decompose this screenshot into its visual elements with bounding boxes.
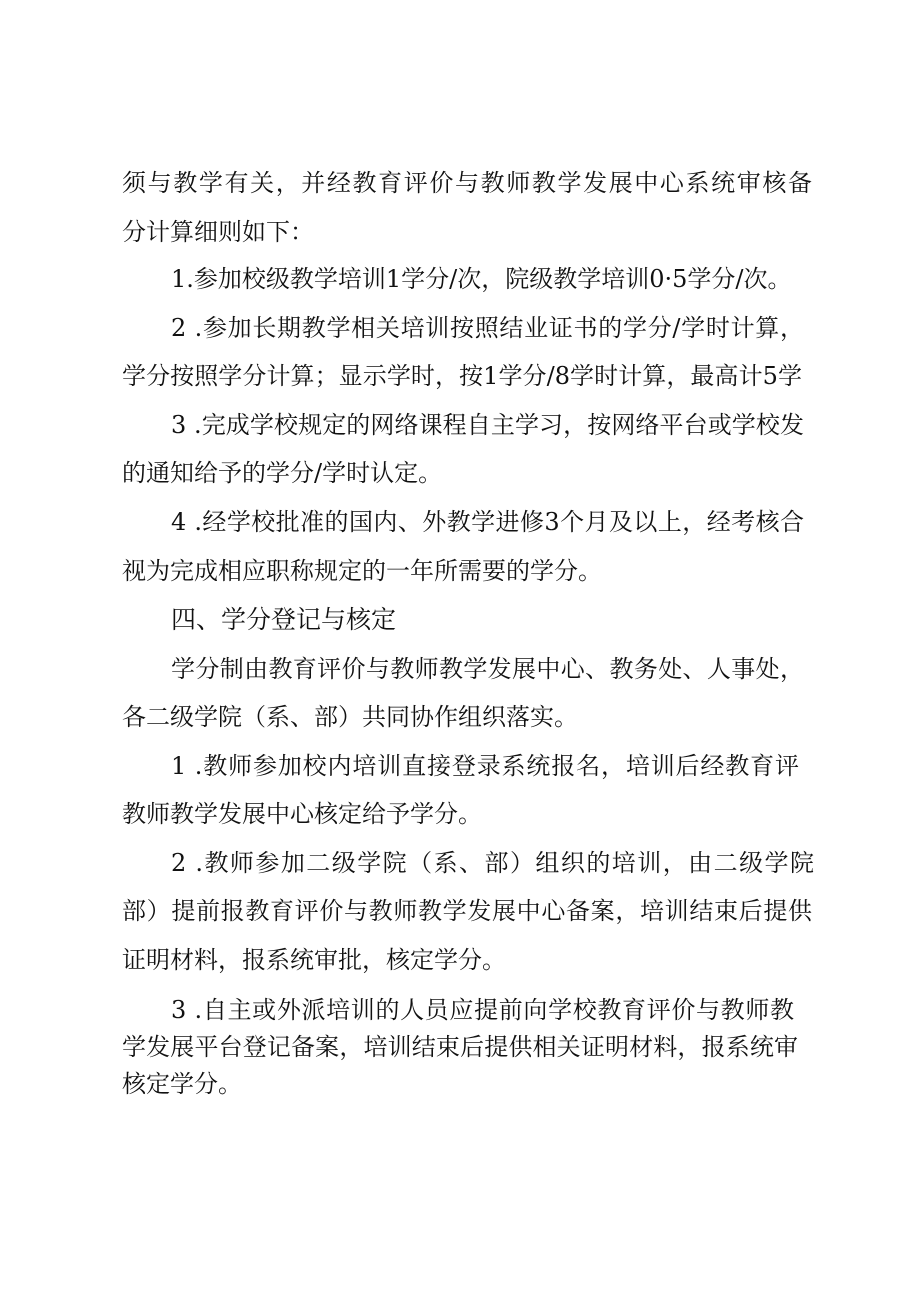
text-line: 分计算细则如下： xyxy=(122,218,314,246)
text-line: 4 .经学校批准的国内、外教学进修3个月及以上，经考核合 xyxy=(171,508,804,536)
text-line: 视为完成相应职称规定的一年所需要的学分。 xyxy=(122,557,602,585)
text-line: 核定学分。 xyxy=(122,1070,242,1098)
text-line: 须与教学有关，并经教育评价与教师教学发展中心系统审核备 xyxy=(122,169,812,197)
text-line: 教师教学发展中心核定给予学分。 xyxy=(122,800,482,828)
text-line: 学发展平台登记备案，培训结束后提供相关证明材料，报系统审 xyxy=(122,1033,798,1061)
section-heading: 四、学分登记与核定 xyxy=(171,605,397,634)
text-line: 1.参加校级教学培训1学分/次，院级教学培训0·5学分/次。 xyxy=(171,265,792,293)
text-line: 学分按照学分计算；显示学时，按1学分/8学时计算，最高计5学 xyxy=(122,362,802,390)
text-line: 部）提前报教育评价与教师教学发展中心备案，培训结束后提供 xyxy=(122,897,812,925)
text-line: 3 .完成学校规定的网络课程自主学习，按网络平台或学校发 xyxy=(171,411,804,439)
text-line: 各二级学院（系、部）共同协作组织落实。 xyxy=(122,703,578,731)
text-line: 2 .参加长期教学相关培训按照结业证书的学分/学时计算， xyxy=(171,314,804,342)
text-line: 3 .自主或外派培训的人员应提前向学校教育评价与教师教 xyxy=(171,996,794,1024)
text-line: 2 .教师参加二级学院（系、部）组织的培训，由二级学院 xyxy=(171,849,814,877)
text-line: 证明材料，报系统审批，核定学分。 xyxy=(122,946,506,974)
text-line: 的通知给予的学分/学时认定。 xyxy=(122,459,443,487)
text-line: 学分制由教育评价与教师教学发展中心、教务处、人事处， xyxy=(171,655,804,683)
text-line: 1 .教师参加校内培训直接登录系统报名，培训后经教育评 xyxy=(171,752,799,780)
